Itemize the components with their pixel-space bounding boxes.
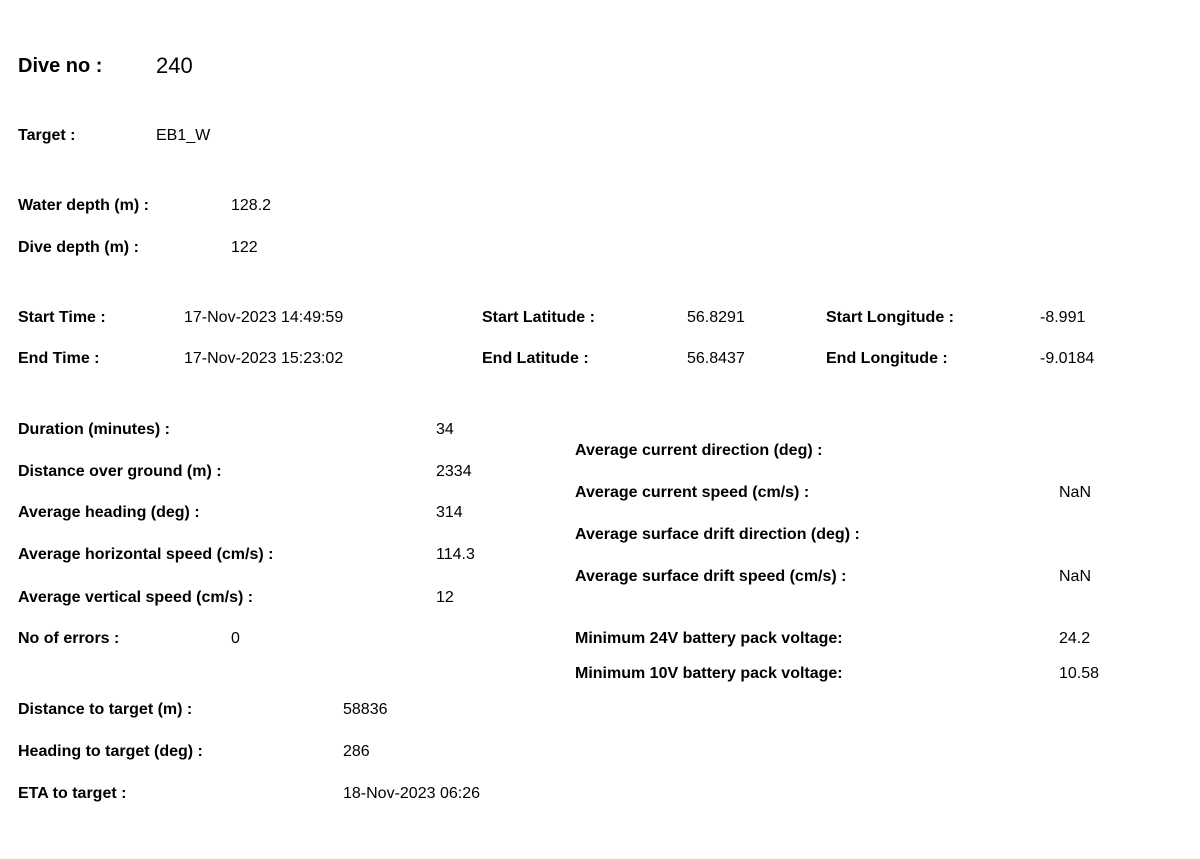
dive-no-value: 240 <box>156 53 193 78</box>
end-time-value: 17-Nov-2023 15:23:02 <box>184 350 344 367</box>
average-surface-drift-speed-value: NaN <box>1059 568 1092 585</box>
target-label: Target : <box>18 127 76 144</box>
start-time-value: 17-Nov-2023 14:49:59 <box>184 309 344 326</box>
dive-depth-label: Dive depth (m) : <box>18 239 139 256</box>
start-latitude-label: Start Latitude : <box>482 309 595 326</box>
duration-value: 34 <box>436 421 454 438</box>
start-longitude-value: -8.991 <box>1040 309 1086 326</box>
average-horizontal-speed-label: Average horizontal speed (cm/s) : <box>18 546 274 563</box>
no-of-errors-label: No of errors : <box>18 630 120 647</box>
no-of-errors-value: 0 <box>231 630 240 647</box>
average-horizontal-speed-value: 114.3 <box>436 546 475 563</box>
end-longitude-label: End Longitude : <box>826 350 948 367</box>
water-depth-label: Water depth (m) : <box>18 197 149 214</box>
average-vertical-speed-label: Average vertical speed (cm/s) : <box>18 589 254 606</box>
start-longitude-label: Start Longitude : <box>826 309 954 326</box>
distance-over-ground-label: Distance over ground (m) : <box>18 463 222 480</box>
average-current-speed-value: NaN <box>1059 484 1092 501</box>
eta-to-target-label: ETA to target : <box>18 785 127 802</box>
duration-label: Duration (minutes) : <box>18 421 170 438</box>
distance-to-target-value: 58836 <box>343 701 388 718</box>
minimum-24v-battery-value: 24.2 <box>1059 630 1091 647</box>
heading-to-target-label: Heading to target (deg) : <box>18 743 203 760</box>
dive-depth-value: 122 <box>231 239 258 256</box>
average-current-direction-label: Average current direction (deg) : <box>575 442 823 459</box>
end-time-label: End Time : <box>18 350 100 367</box>
minimum-10v-battery-label: Minimum 10V battery pack voltage: <box>575 665 843 682</box>
end-latitude-value: 56.8437 <box>687 350 745 367</box>
average-vertical-speed-value: 12 <box>436 589 454 606</box>
average-surface-drift-direction-label: Average surface drift direction (deg) : <box>575 526 860 543</box>
distance-to-target-label: Distance to target (m) : <box>18 701 193 718</box>
end-longitude-value: -9.0184 <box>1040 350 1095 367</box>
average-current-speed-label: Average current speed (cm/s) : <box>575 484 810 501</box>
end-latitude-label: End Latitude : <box>482 350 589 367</box>
dive-no-label: Dive no : <box>18 55 103 77</box>
target-value: EB1_W <box>156 127 211 144</box>
minimum-10v-battery-value: 10.58 <box>1059 665 1100 682</box>
eta-to-target-value: 18-Nov-2023 06:26 <box>343 785 480 802</box>
average-surface-drift-speed-label: Average surface drift speed (cm/s) : <box>575 568 847 585</box>
average-heading-value: 314 <box>436 504 463 521</box>
distance-over-ground-value: 2334 <box>436 463 472 480</box>
minimum-24v-battery-label: Minimum 24V battery pack voltage: <box>575 630 843 647</box>
average-heading-label: Average heading (deg) : <box>18 504 200 521</box>
start-time-label: Start Time : <box>18 309 106 326</box>
start-latitude-value: 56.8291 <box>687 309 745 326</box>
water-depth-value: 128.2 <box>231 197 272 214</box>
heading-to-target-value: 286 <box>343 743 370 760</box>
